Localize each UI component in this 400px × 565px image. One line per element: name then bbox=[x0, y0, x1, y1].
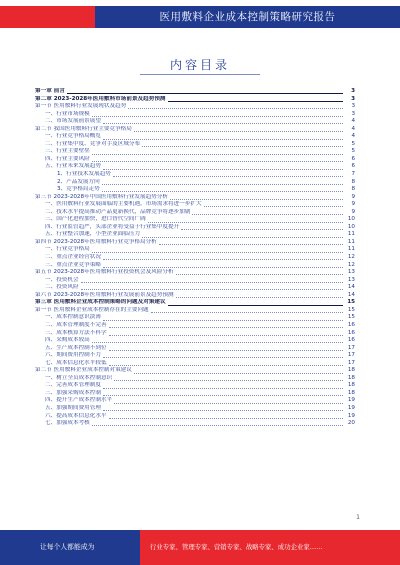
toc-leader-dots bbox=[92, 248, 343, 253]
toc-entry-page: 9 bbox=[351, 208, 355, 215]
toc-entry[interactable] bbox=[35, 360, 355, 368]
toc-entry-label: 第六节 2023-2028年医用敷料行业发展前景及趋势预测 bbox=[35, 291, 174, 298]
toc-entry-page: 18 bbox=[347, 382, 355, 389]
toc-entry[interactable] bbox=[35, 375, 355, 383]
toc-entry-page: 5 bbox=[351, 140, 355, 147]
toc-entry[interactable] bbox=[35, 307, 355, 315]
toc-entry-page: 4 bbox=[351, 125, 355, 132]
toc-leader-dots bbox=[92, 150, 343, 155]
toc-entry-page: 17 bbox=[347, 352, 355, 359]
toc-entry-label: 一、行业市场规模 bbox=[45, 110, 90, 117]
toc-entry-page: 15 bbox=[347, 314, 355, 321]
toc-leader-dots bbox=[151, 308, 343, 313]
toc-entry-label: 七、加强成本考核 bbox=[45, 420, 90, 427]
toc-entry-page: 3 bbox=[351, 95, 355, 102]
toc-entry-label: 四、行业监管趋严，头部企业将受益于行业集中度提升 bbox=[45, 223, 180, 230]
toc-leader-dots bbox=[134, 127, 343, 132]
toc-entry-label: 第二节 医用敷料企业成本控制对策建议 bbox=[35, 367, 132, 374]
page-number: 1 bbox=[356, 514, 360, 521]
toc-entry-page: 10 bbox=[347, 223, 355, 230]
toc-entry-page: 13 bbox=[347, 276, 355, 283]
toc-leader-dots bbox=[81, 278, 343, 283]
toc-leader-dots bbox=[168, 301, 343, 306]
toc-leader-dots bbox=[134, 369, 343, 374]
toc-leader-dots bbox=[204, 202, 343, 207]
toc-entry-label: 三、行业主要壁垒 bbox=[45, 148, 90, 155]
toc-leader-dots bbox=[170, 195, 343, 200]
toc-entry-label: 二、投资风险 bbox=[45, 284, 79, 291]
toc-entry-label: 一、医用敷料行业发展面临的主要机遇，市场需求将进一步扩大 bbox=[45, 201, 202, 208]
toc-entry-page: 11 bbox=[347, 238, 355, 245]
toc-entry[interactable] bbox=[35, 118, 355, 126]
toc-leader-dots bbox=[81, 285, 343, 290]
toc-entry-label: 二、重点企业经营状况 bbox=[45, 254, 101, 261]
toc-entry-page: 16 bbox=[347, 329, 355, 336]
toc-leader-dots bbox=[103, 316, 343, 321]
toc-leader-dots bbox=[103, 391, 343, 396]
toc-leader-dots bbox=[176, 293, 343, 298]
toc-entry-page: 15 bbox=[347, 306, 355, 313]
toc-leader-dots bbox=[109, 323, 343, 328]
toc-leader-dots bbox=[103, 263, 343, 268]
toc-entry[interactable] bbox=[35, 216, 355, 224]
toc-leader-dots bbox=[192, 210, 343, 215]
toc-entry-page: 13 bbox=[347, 269, 355, 276]
toc-entry[interactable] bbox=[35, 141, 355, 149]
toc-entry-page: 19 bbox=[347, 397, 355, 404]
toc-entry-page: 18 bbox=[347, 367, 355, 374]
toc-entry-page: 11 bbox=[347, 231, 355, 238]
toc-entry-page: 8 bbox=[351, 178, 355, 185]
toc-leader-dots bbox=[181, 225, 343, 230]
toc-entry-page: 8 bbox=[351, 186, 355, 193]
toc-entry[interactable] bbox=[35, 420, 355, 428]
toc-entry-label: 三、重点企业竞争策略 bbox=[45, 261, 101, 268]
toc-entry-label: 二、市场发展前景展望 bbox=[45, 118, 101, 125]
toc-entry[interactable] bbox=[35, 96, 355, 104]
toc-entry[interactable] bbox=[35, 88, 355, 96]
toc-leader-dots bbox=[168, 97, 343, 102]
toc-entry-label: 第三节 2023-2028年中国医用敷料行业发展趋势分析 bbox=[35, 193, 168, 200]
toc-entry[interactable] bbox=[35, 224, 355, 232]
page-footer bbox=[0, 530, 400, 565]
header-red-accent bbox=[0, 6, 95, 28]
toc-entry-page: 11 bbox=[347, 246, 355, 253]
toc-leader-dots bbox=[103, 255, 343, 260]
toc-entry-label: 3、竞争格局走势 bbox=[57, 186, 100, 193]
toc-leader-dots bbox=[102, 180, 343, 185]
toc-entry-page: 3 bbox=[351, 88, 355, 94]
toc-entry-label: 一、投资机会 bbox=[45, 276, 79, 283]
toc-entry-page: 3 bbox=[351, 103, 355, 110]
toc-entry-label: 二、成本管理制度不完善 bbox=[45, 321, 107, 328]
toc-entry-label: 三、成本核算方法不科学 bbox=[45, 329, 107, 336]
toc-entry-label: 一、行业竞争格局 bbox=[45, 246, 90, 253]
toc-leader-dots bbox=[142, 142, 343, 147]
toc-entry-label: 1、行业技术发展趋势 bbox=[57, 171, 111, 178]
toc-entry-page: 3 bbox=[351, 110, 355, 117]
toc-entry-page: 18 bbox=[347, 389, 355, 396]
toc-leader-dots bbox=[176, 270, 343, 275]
toc-entry-page: 17 bbox=[347, 359, 355, 366]
toc-entry-label: 一、成本控制意识淡薄 bbox=[45, 314, 101, 321]
toc-leader-dots bbox=[113, 172, 343, 177]
toc-entry-page: 16 bbox=[347, 321, 355, 328]
toc-entry-label: 五、行业未来发展趋势 bbox=[45, 163, 101, 170]
toc-entry[interactable] bbox=[35, 277, 355, 285]
toc-entry-label: 二、完善成本管理制度 bbox=[45, 382, 101, 389]
toc-entry-page: 7 bbox=[351, 171, 355, 178]
toc-leader-dots bbox=[109, 414, 343, 419]
toc-entry-label: 第一节 医用敷料企业成本控制存在的主要问题 bbox=[35, 306, 149, 313]
toc-entry-label: 四、采购成本较高 bbox=[45, 337, 90, 344]
toc-leader-dots bbox=[103, 353, 343, 358]
toc-entry[interactable] bbox=[35, 269, 355, 277]
toc-leader-dots bbox=[159, 240, 343, 245]
toc-leader-dots bbox=[103, 165, 343, 170]
toc-entry[interactable] bbox=[35, 314, 355, 322]
toc-entry[interactable] bbox=[35, 126, 355, 134]
toc-entry[interactable] bbox=[35, 186, 355, 194]
toc-entry-page: 12 bbox=[347, 261, 355, 268]
toc-entry[interactable] bbox=[35, 299, 355, 307]
toc-entry[interactable] bbox=[35, 284, 355, 292]
toc-entry-page: 18 bbox=[347, 374, 355, 381]
toc-entry-page: 19 bbox=[347, 412, 355, 419]
toc-entry[interactable] bbox=[35, 111, 355, 119]
toc-leader-dots bbox=[114, 376, 343, 381]
toc-heading: 内容目录 bbox=[169, 58, 230, 72]
toc-leader-dots bbox=[92, 112, 343, 117]
report-title: 医用敷料企业成本控制策略研究报告 bbox=[159, 11, 336, 23]
toc-entry-page: 9 bbox=[351, 193, 355, 200]
toc-entry-page: 20 bbox=[347, 420, 355, 427]
toc-entry-label: 一、行业竞争格局概览 bbox=[45, 133, 101, 140]
toc-entry-label: 二、行业集中度、竞争对手及区域分布 bbox=[45, 140, 141, 147]
toc-entry-page: 4 bbox=[351, 118, 355, 125]
toc-entry[interactable] bbox=[35, 352, 355, 360]
toc-entry-page: 17 bbox=[347, 344, 355, 351]
toc-entry-label: 第三章 医用敷料企业成本控制策略的问题及对策建议 bbox=[35, 299, 166, 306]
toc-entry-page: 5 bbox=[351, 148, 355, 155]
toc-entry[interactable] bbox=[35, 367, 355, 375]
toc-leader-dots bbox=[103, 135, 343, 140]
toc-leader-dots bbox=[103, 406, 343, 411]
report-header bbox=[0, 0, 400, 32]
toc-leader-dots bbox=[102, 187, 343, 192]
toc-leader-dots bbox=[109, 361, 343, 366]
toc-entry-label: 四、提升生产成本控制水平 bbox=[45, 397, 113, 404]
toc-entry-label: 2、产品发展方向 bbox=[57, 178, 100, 185]
toc-entry[interactable] bbox=[35, 148, 355, 156]
toc-entry-label: 第五节 2023-2028年医用敷料行业投资机会及风险分析 bbox=[35, 269, 174, 276]
toc-entry-label: 第二节 我国医用敷料行业主要竞争格局 bbox=[35, 125, 132, 132]
toc-leader-dots bbox=[92, 421, 343, 426]
toc-entry[interactable] bbox=[35, 209, 355, 217]
toc-heading-rule bbox=[140, 74, 260, 75]
toc-entry[interactable] bbox=[35, 292, 355, 300]
toc-leader-dots bbox=[109, 331, 343, 336]
toc-entry[interactable] bbox=[35, 413, 355, 421]
toc-entry-label: 五、加强期间费用管理 bbox=[45, 404, 101, 411]
toc-entry[interactable] bbox=[35, 231, 355, 239]
toc-entry[interactable] bbox=[35, 201, 355, 209]
toc-entry[interactable] bbox=[35, 390, 355, 398]
toc-entry-label: 第二章 2023-2028年医用敷料市场前景及趋势预测 bbox=[35, 95, 166, 102]
toc-entry[interactable] bbox=[35, 156, 355, 164]
toc-entry[interactable] bbox=[35, 163, 355, 171]
toc-leader-dots bbox=[142, 233, 343, 238]
toc-entry-page: 10 bbox=[347, 216, 355, 223]
toc-entry[interactable] bbox=[35, 254, 355, 262]
toc-entry-label: 七、成本信息化水平较低 bbox=[45, 359, 107, 366]
toc-entry-page: 19 bbox=[347, 404, 355, 411]
toc-entry[interactable] bbox=[35, 397, 355, 405]
toc-entry-label: 三、加强采购成本控制 bbox=[45, 389, 101, 396]
toc-leader-dots bbox=[103, 119, 343, 124]
toc-leader-dots bbox=[128, 104, 343, 109]
toc-entry-label: 第四节 2023-2028年医用敷料行业竞争格局分析 bbox=[35, 238, 157, 245]
toc-leader-dots bbox=[67, 89, 343, 94]
toc-entry[interactable] bbox=[35, 405, 355, 413]
toc-leader-dots bbox=[148, 218, 343, 223]
toc-entry[interactable] bbox=[35, 179, 355, 187]
toc-entry[interactable] bbox=[35, 345, 355, 353]
toc-entry[interactable] bbox=[35, 330, 355, 338]
toc-entry[interactable] bbox=[35, 171, 355, 179]
toc-entry[interactable] bbox=[35, 337, 355, 345]
toc-leader-dots bbox=[109, 346, 343, 351]
toc-leader-dots bbox=[92, 338, 343, 343]
toc-entry-page: 9 bbox=[351, 201, 355, 208]
toc-entry-page: 12 bbox=[347, 254, 355, 261]
toc-entry-page: 6 bbox=[351, 163, 355, 170]
toc-entry-label: 五、行业整合加速，小型企业面临压力 bbox=[45, 231, 141, 238]
toc-entry-label: 二、技术水平提高推动产品更新换代，品牌竞争将逐步加剧 bbox=[45, 208, 191, 215]
toc-entry-label: 六、期间费用控制不力 bbox=[45, 352, 101, 359]
toc-entry-label: 第一节 医用敷料行业发展现状及趋势 bbox=[35, 103, 127, 110]
toc-leader-dots bbox=[114, 399, 343, 404]
toc-entry[interactable] bbox=[35, 133, 355, 141]
toc-entry[interactable] bbox=[35, 382, 355, 390]
toc-entry-label: 三、国产化进程加快，进口替代空间广阔 bbox=[45, 216, 146, 223]
toc-leader-dots bbox=[92, 157, 343, 162]
footer-slogan-right: 行业专家、管理专家、营销专家、战略专家、成功企业家…… bbox=[150, 543, 323, 551]
toc-entry-page: 14 bbox=[347, 284, 355, 291]
toc-entry-label: 第一章 前言 bbox=[35, 88, 65, 94]
toc-entry-page: 16 bbox=[347, 337, 355, 344]
toc-entry[interactable] bbox=[35, 239, 355, 247]
toc-entry-label: 一、树立全员成本控制意识 bbox=[45, 374, 113, 381]
toc-entry-page: 15 bbox=[347, 299, 355, 306]
toc-entry[interactable] bbox=[35, 194, 355, 202]
toc-entry-label: 四、行业主要风险 bbox=[45, 155, 90, 162]
toc-entry[interactable] bbox=[35, 262, 355, 270]
footer-slogan-left: 让每个人都能成为 bbox=[40, 543, 95, 551]
toc-entry[interactable] bbox=[35, 322, 355, 330]
toc-entry-label: 六、提高成本信息化水平 bbox=[45, 412, 107, 419]
toc-entry[interactable] bbox=[35, 246, 355, 254]
toc-entry[interactable] bbox=[35, 103, 355, 111]
toc-entry-page: 4 bbox=[351, 133, 355, 140]
table-of-contents bbox=[35, 88, 355, 428]
toc-entry-label: 五、生产成本控制不到位 bbox=[45, 344, 107, 351]
toc-entry-page: 6 bbox=[351, 155, 355, 162]
toc-leader-dots bbox=[103, 384, 343, 389]
toc-entry-page: 14 bbox=[347, 291, 355, 298]
